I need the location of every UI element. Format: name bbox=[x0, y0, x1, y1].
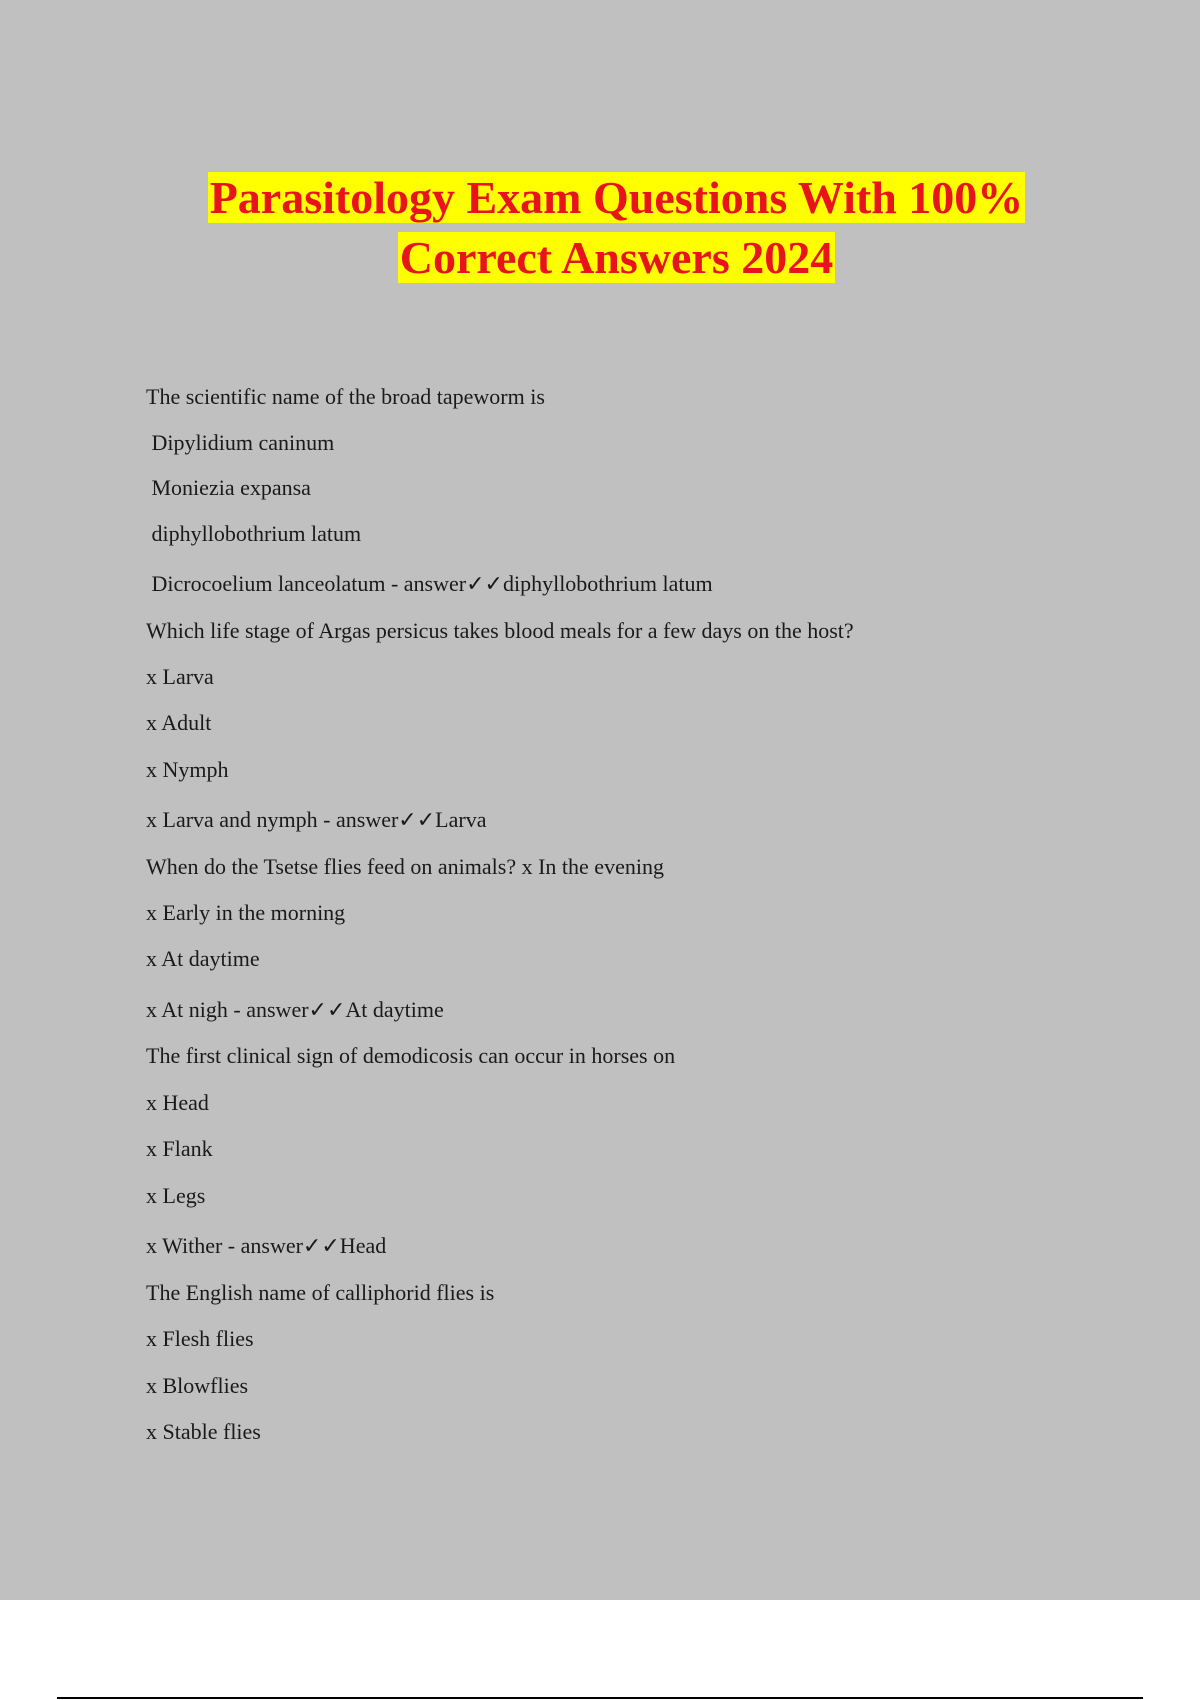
title-line-2: Correct Answers 2024 bbox=[399, 232, 834, 283]
question-text: The English name of calliphorid flies is bbox=[146, 1280, 495, 1305]
answer-option: x Blowflies bbox=[146, 1373, 249, 1398]
document-title bbox=[0, 168, 1200, 288]
answer-option: x At daytime bbox=[146, 946, 260, 971]
answer-option: Dipylidium caninum bbox=[146, 430, 335, 455]
question-text: Which life stage of Argas persicus takes blood meals for a few days on the host? bbox=[146, 618, 854, 643]
answer-option: x Head bbox=[146, 1090, 209, 1115]
answer-option: x Flesh flies bbox=[146, 1326, 254, 1351]
answer-option-with-answer: x Larva and nymph - answer✓✓Larva bbox=[146, 807, 487, 832]
answer-option: x Stable flies bbox=[146, 1419, 261, 1444]
answer-option: x Nymph bbox=[146, 757, 229, 782]
answer-option: x Flank bbox=[146, 1136, 213, 1161]
answer-option-with-answer: x Wither - answer✓✓Head bbox=[146, 1233, 387, 1258]
page-divider bbox=[57, 1697, 1143, 1699]
question-text: The first clinical sign of demodicosis can occur in horses on bbox=[146, 1043, 676, 1068]
answer-option-with-answer: Dicrocoelium lanceolatum - answer✓✓diphyllobothrium latum bbox=[146, 571, 713, 596]
answer-option: x Legs bbox=[146, 1183, 206, 1208]
answer-option-with-answer: x At nigh - answer✓✓At daytime bbox=[146, 997, 444, 1022]
answer-option: x Adult bbox=[146, 710, 212, 735]
title-line-1: Parasitology Exam Questions With 100% bbox=[209, 172, 1024, 223]
question-text: The scientific name of the broad tapeworm is bbox=[146, 384, 545, 409]
answer-option: x Early in the morning bbox=[146, 900, 346, 925]
answer-option: diphyllobothrium latum bbox=[146, 521, 362, 546]
question-text: When do the Tsetse flies feed on animals? x In the evening bbox=[146, 854, 664, 879]
answer-option: Moniezia expansa bbox=[146, 475, 311, 500]
answer-option: x Larva bbox=[146, 664, 214, 689]
